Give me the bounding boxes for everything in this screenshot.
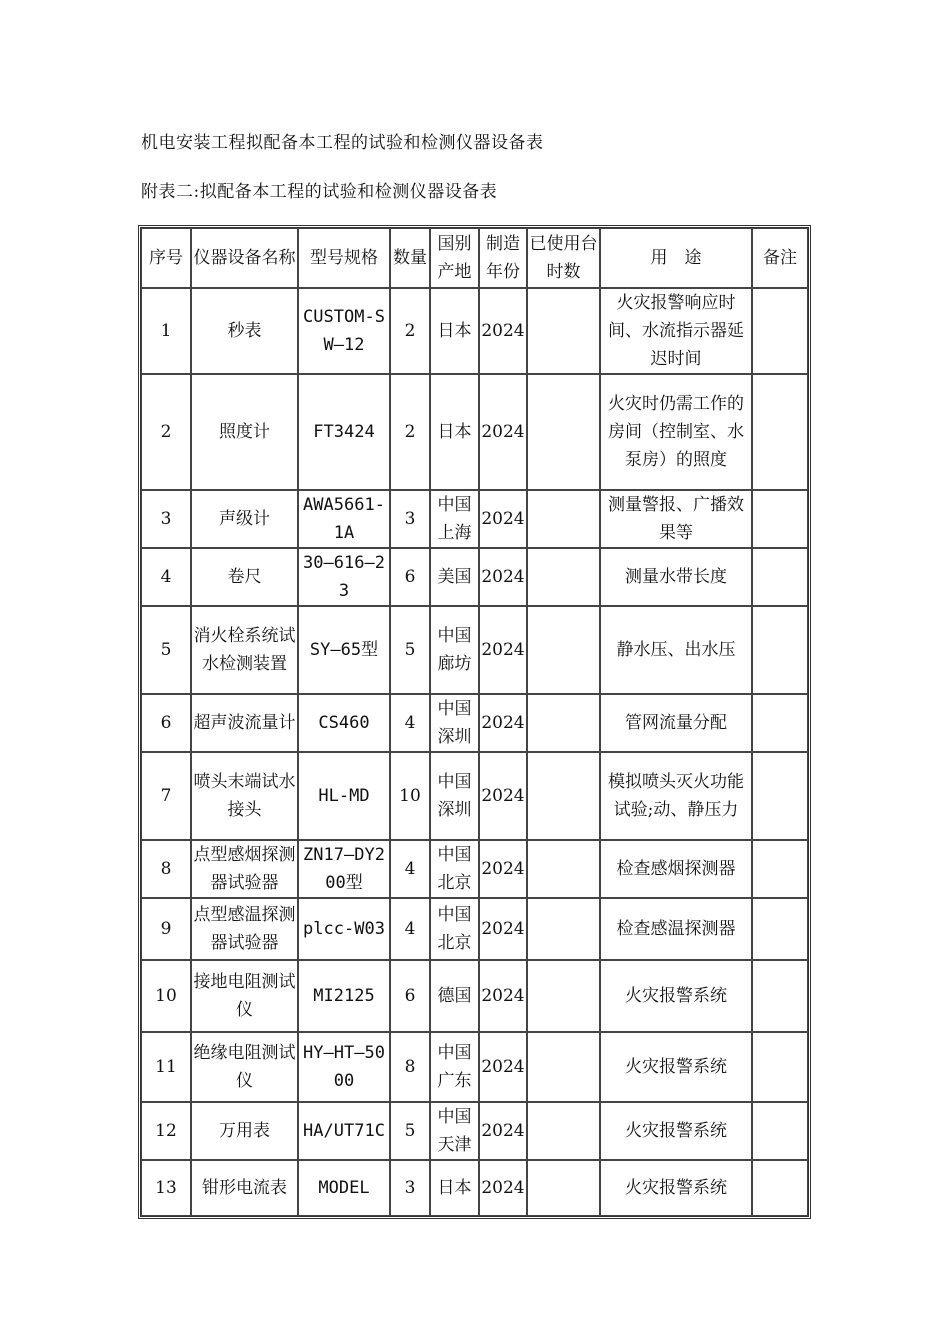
cell-name: 秒表 <box>191 288 298 374</box>
table-row <box>141 898 808 960</box>
table-row <box>141 548 808 606</box>
cell-hours <box>527 752 600 840</box>
cell-name: 点型感烟探测器试验器 <box>191 840 298 898</box>
cell-year: 2024 <box>479 606 527 694</box>
cell-no: 8 <box>141 840 191 898</box>
cell-name: 绝缘电阻测试仪 <box>191 1032 298 1102</box>
cell-year: 2024 <box>479 840 527 898</box>
table-row <box>141 960 808 1032</box>
cell-note <box>752 288 808 374</box>
cell-hours <box>527 1032 600 1102</box>
cell-model: MODEL <box>298 1160 390 1216</box>
cell-no: 7 <box>141 752 191 840</box>
cell-year: 2024 <box>479 548 527 606</box>
cell-hours <box>527 1102 600 1160</box>
cell-origin: 中国廊坊 <box>430 606 479 694</box>
cell-hours <box>527 898 600 960</box>
table-header-row <box>141 228 808 288</box>
cell-hours <box>527 1160 600 1216</box>
cell-year: 2024 <box>479 694 527 752</box>
table-row <box>141 1102 808 1160</box>
cell-use: 测量警报、广播效果等 <box>600 490 752 548</box>
document-title: 机电安装工程拟配备本工程的试验和检测仪器设备表 <box>141 133 544 153</box>
cell-use: 火灾报警系统 <box>600 960 752 1032</box>
cell-note <box>752 1032 808 1102</box>
cell-note <box>752 960 808 1032</box>
cell-no: 1 <box>141 288 191 374</box>
cell-model: MI2125 <box>298 960 390 1032</box>
cell-hours <box>527 606 600 694</box>
cell-no: 5 <box>141 606 191 694</box>
cell-origin: 中国北京 <box>430 840 479 898</box>
cell-no: 9 <box>141 898 191 960</box>
table-row <box>141 752 808 840</box>
table-row <box>141 490 808 548</box>
cell-model: SY—65型 <box>298 606 390 694</box>
cell-model: HL-MD <box>298 752 390 840</box>
cell-qty: 4 <box>390 840 430 898</box>
cell-hours <box>527 374 600 490</box>
cell-use: 静水压、出水压 <box>600 606 752 694</box>
cell-use: 管网流量分配 <box>600 694 752 752</box>
cell-note <box>752 752 808 840</box>
table-row <box>141 606 808 694</box>
equipment-table <box>138 225 811 1219</box>
cell-model: AWA5661-1A <box>298 490 390 548</box>
cell-qty: 5 <box>390 1102 430 1160</box>
cell-qty: 4 <box>390 898 430 960</box>
header-hours: 已使用台时数 <box>527 228 600 288</box>
header-name: 仪器设备名称 <box>191 228 298 288</box>
cell-year: 2024 <box>479 1102 527 1160</box>
cell-year: 2024 <box>479 374 527 490</box>
cell-no: 11 <box>141 1032 191 1102</box>
table-row <box>141 1032 808 1102</box>
cell-qty: 5 <box>390 606 430 694</box>
cell-model: CS460 <box>298 694 390 752</box>
cell-note <box>752 374 808 490</box>
cell-use: 火灾报警系统 <box>600 1102 752 1160</box>
table-row <box>141 288 808 374</box>
cell-use: 火灾报警响应时间、水流指示器延迟时间 <box>600 288 752 374</box>
header-note: 备注 <box>752 228 808 288</box>
cell-hours <box>527 288 600 374</box>
cell-note <box>752 694 808 752</box>
cell-origin: 德国 <box>430 960 479 1032</box>
cell-year: 2024 <box>479 490 527 548</box>
table-caption: 附表二:拟配备本工程的试验和检测仪器设备表 <box>141 182 498 202</box>
cell-hours <box>527 840 600 898</box>
cell-note <box>752 548 808 606</box>
cell-name: 万用表 <box>191 1102 298 1160</box>
cell-qty: 4 <box>390 694 430 752</box>
cell-model: HY—HT—5000 <box>298 1032 390 1102</box>
cell-name: 点型感温探测器试验器 <box>191 898 298 960</box>
cell-no: 10 <box>141 960 191 1032</box>
cell-name: 卷尺 <box>191 548 298 606</box>
cell-model: HA/UT71C <box>298 1102 390 1160</box>
cell-name: 喷头末端试水接头 <box>191 752 298 840</box>
cell-origin: 中国北京 <box>430 898 479 960</box>
cell-use: 检查感烟探测器 <box>600 840 752 898</box>
table-row <box>141 1160 808 1216</box>
table-row <box>141 840 808 898</box>
cell-no: 4 <box>141 548 191 606</box>
cell-note <box>752 1160 808 1216</box>
header-use: 用 途 <box>600 228 752 288</box>
cell-name: 钳形电流表 <box>191 1160 298 1216</box>
cell-qty: 10 <box>390 752 430 840</box>
cell-origin: 日本 <box>430 374 479 490</box>
cell-hours <box>527 960 600 1032</box>
cell-hours <box>527 548 600 606</box>
cell-qty: 6 <box>390 548 430 606</box>
cell-model: CUSTOM-SW—12 <box>298 288 390 374</box>
cell-origin: 美国 <box>430 548 479 606</box>
cell-use: 火灾时仍需工作的房间（控制室、水泵房）的照度 <box>600 374 752 490</box>
cell-year: 2024 <box>479 288 527 374</box>
cell-model: ZN17—DY200型 <box>298 840 390 898</box>
cell-qty: 3 <box>390 490 430 548</box>
cell-origin: 中国天津 <box>430 1102 479 1160</box>
cell-year: 2024 <box>479 752 527 840</box>
cell-use: 火灾报警系统 <box>600 1160 752 1216</box>
cell-use: 火灾报警系统 <box>600 1032 752 1102</box>
cell-use: 测量水带长度 <box>600 548 752 606</box>
table-row <box>141 694 808 752</box>
table-row <box>141 374 808 490</box>
cell-note <box>752 606 808 694</box>
header-qty: 数量 <box>390 228 430 288</box>
cell-qty: 2 <box>390 288 430 374</box>
cell-origin: 中国深圳 <box>430 752 479 840</box>
cell-note <box>752 1102 808 1160</box>
cell-year: 2024 <box>479 898 527 960</box>
cell-model: 30—616—23 <box>298 548 390 606</box>
header-model: 型号规格 <box>298 228 390 288</box>
cell-no: 2 <box>141 374 191 490</box>
cell-note <box>752 840 808 898</box>
cell-name: 照度计 <box>191 374 298 490</box>
cell-note <box>752 490 808 548</box>
cell-no: 13 <box>141 1160 191 1216</box>
header-no: 序号 <box>141 228 191 288</box>
cell-qty: 3 <box>390 1160 430 1216</box>
cell-hours <box>527 694 600 752</box>
header-origin: 国别产地 <box>430 228 479 288</box>
cell-model: FT3424 <box>298 374 390 490</box>
cell-no: 3 <box>141 490 191 548</box>
cell-origin: 中国广东 <box>430 1032 479 1102</box>
cell-name: 超声波流量计 <box>191 694 298 752</box>
cell-model: plcc-W03 <box>298 898 390 960</box>
cell-note <box>752 898 808 960</box>
cell-name: 消火栓系统试水检测装置 <box>191 606 298 694</box>
cell-use: 检查感温探测器 <box>600 898 752 960</box>
cell-no: 6 <box>141 694 191 752</box>
cell-origin: 中国深圳 <box>430 694 479 752</box>
cell-year: 2024 <box>479 1032 527 1102</box>
cell-name: 声级计 <box>191 490 298 548</box>
cell-qty: 2 <box>390 374 430 490</box>
cell-use: 模拟喷头灭火功能试验;动、静压力 <box>600 752 752 840</box>
cell-no: 12 <box>141 1102 191 1160</box>
header-year: 制造年份 <box>479 228 527 288</box>
cell-origin: 日本 <box>430 1160 479 1216</box>
cell-hours <box>527 490 600 548</box>
cell-qty: 6 <box>390 960 430 1032</box>
cell-qty: 8 <box>390 1032 430 1102</box>
cell-year: 2024 <box>479 1160 527 1216</box>
cell-name: 接地电阻测试仪 <box>191 960 298 1032</box>
cell-year: 2024 <box>479 960 527 1032</box>
cell-origin: 日本 <box>430 288 479 374</box>
cell-origin: 中国上海 <box>430 490 479 548</box>
